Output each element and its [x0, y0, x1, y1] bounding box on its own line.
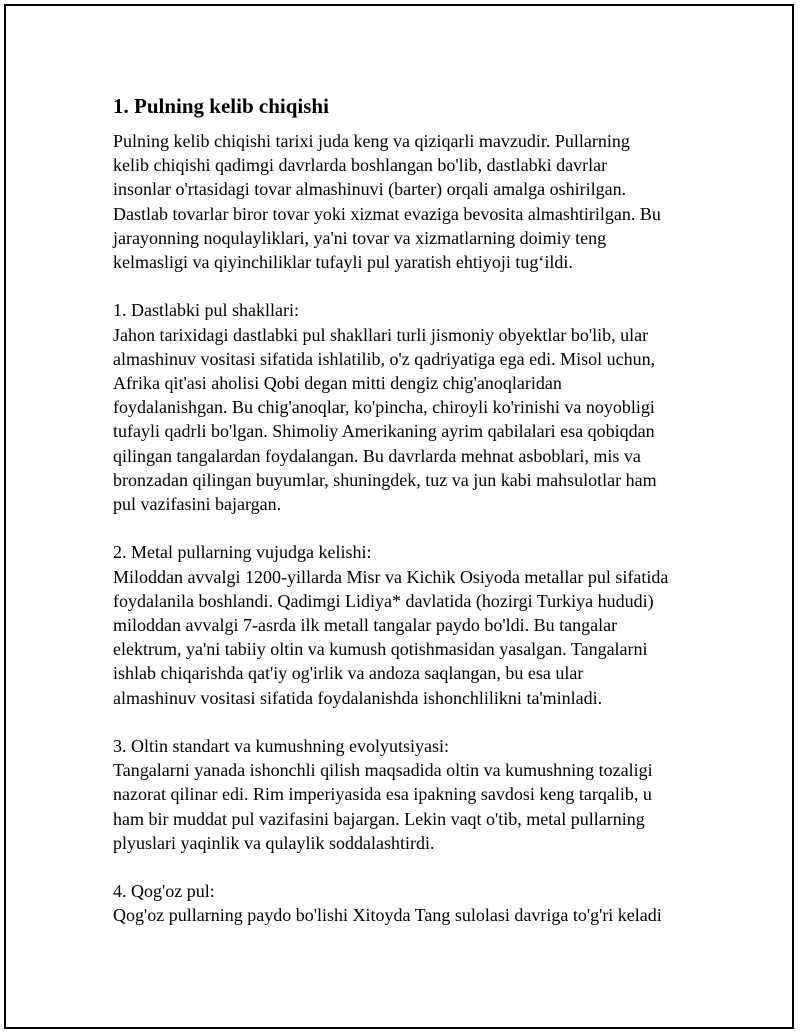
paragraph-line: tufayli qadrli bo'lgan. Shimoliy Amerikaning ayrim qabilalari esa qobiqdan — [113, 421, 655, 442]
paragraph-gap — [113, 855, 703, 879]
paragraph-line: Pulning kelib chiqishi tarixi juda keng va qiziqarli mavzudir. Pullarning — [113, 131, 630, 151]
paragraph-line: Afrika qit'asi aholisi Qobi degan mitti dengiz chig'anoqlaridan — [113, 373, 562, 394]
section-paper-money — [113, 879, 703, 927]
paragraph-gap — [113, 516, 703, 540]
paragraph-line: Dastlab tovarlar biror tovar yoki xizmat evaziga bevosita almashtirilgan. Bu — [113, 203, 661, 224]
paragraph-gap — [113, 710, 703, 734]
paragraph-line: nazorat qilinar edi. Rim imperiyasida esa ipakning savdosi keng tarqalib, u — [113, 784, 652, 805]
document-body — [113, 92, 703, 928]
paragraph-line: bronzadan qilingan buyumlar, shuningdek, tuz va jun kabi mahsulotlar ham — [113, 469, 657, 490]
paragraph-line: almashinuv vositasi sifatida ishlatilib, o'z qadriyatiga ega edi. Misol uchun, — [113, 348, 656, 369]
paragraph-line: ham bir muddat pul vazifasini bajargan. Lekin vaqt o'tib, metal pullarning — [113, 808, 645, 829]
section-metal-money — [113, 540, 703, 709]
section-heading: 4. Qog'oz pul: — [113, 881, 215, 902]
paragraph-line: miloddan avvalgi 7-asrda ilk metall tangalar paydo bo'ldi. Bu tangalar — [113, 615, 618, 636]
paragraph-line: insonlar o'rtasidagi tovar almashinuvi (barter) orqali amalga oshirilgan. — [113, 179, 627, 200]
paragraph-line: pul vazifasini bajargan. — [113, 494, 282, 515]
paragraph-line: foydalanishgan. Bu chig'anoqlar, ko'pincha, chiroyli ko'rinishi va noyobligi — [113, 397, 655, 418]
section-gold-standard — [113, 734, 703, 855]
section-heading: 2. Metal pullarning vujudga kelishi: — [113, 542, 372, 563]
paragraph-line: Tangalarni yanada ishonchli qilish maqsadida oltin va kumushning tozaligi — [113, 760, 653, 781]
section-heading: 1. Dastlabki pul shakllari: — [113, 300, 299, 321]
paragraph-line: jarayonning noqulayliklari, ya'ni tovar va xizmatlarning doimiy teng — [113, 227, 607, 248]
paragraph-gap — [113, 274, 703, 298]
paragraph-line: ishlab chiqarishda qat'iy og'irlik va andoza saqlangan, bu esa ular — [113, 663, 584, 684]
paragraph-line: Jahon tarixidagi dastlabki pul shakllari turli jismoniy obyektlar bo'lib, ular — [113, 324, 649, 345]
intro-paragraph — [113, 129, 703, 274]
paragraph-line: kelib chiqishi qadimgi davrlarda boshlangan bo'lib, dastlabki davrlar — [113, 155, 608, 176]
document-title: 1. Pulning kelib chiqishi — [113, 94, 329, 118]
paragraph-line: Qog'oz pullarning paydo bo'lishi Xitoyda Tang sulolasi davriga to'g'ri keladi — [113, 905, 662, 926]
paragraph-line: almashinuv vositasi sifatida foydalanishda ishonchlilikni ta'minladi. — [113, 687, 603, 708]
section-heading: 3. Oltin standart va kumushning evolyutsiyasi: — [113, 736, 449, 757]
section-early-money — [113, 298, 703, 516]
paragraph-line: Miloddan avvalgi 1200-yillarda Misr va Kichik Osiyoda metallar pul sifatida — [113, 566, 669, 587]
paragraph-line: plyuslari yaqinlik va qulaylik soddalashtirdi. — [113, 832, 435, 853]
paragraph-line: elektrum, ya'ni tabiiy oltin va kumush qotishmasidan yasalgan. Tangalarni — [113, 639, 648, 660]
paragraph-line: foydalanila boshlandi. Qadimgi Lidiya* davlatida (hozirgi Turkiya hududi) — [113, 590, 654, 611]
paragraph-line: qilingan tangalardan foydalangan. Bu davrlarda mehnat asboblari, mis va — [113, 445, 641, 466]
paragraph-line: kelmasligi va qiyinchiliklar tufayli pul yaratish ehtiyoji tug‘ildi. — [113, 252, 573, 273]
